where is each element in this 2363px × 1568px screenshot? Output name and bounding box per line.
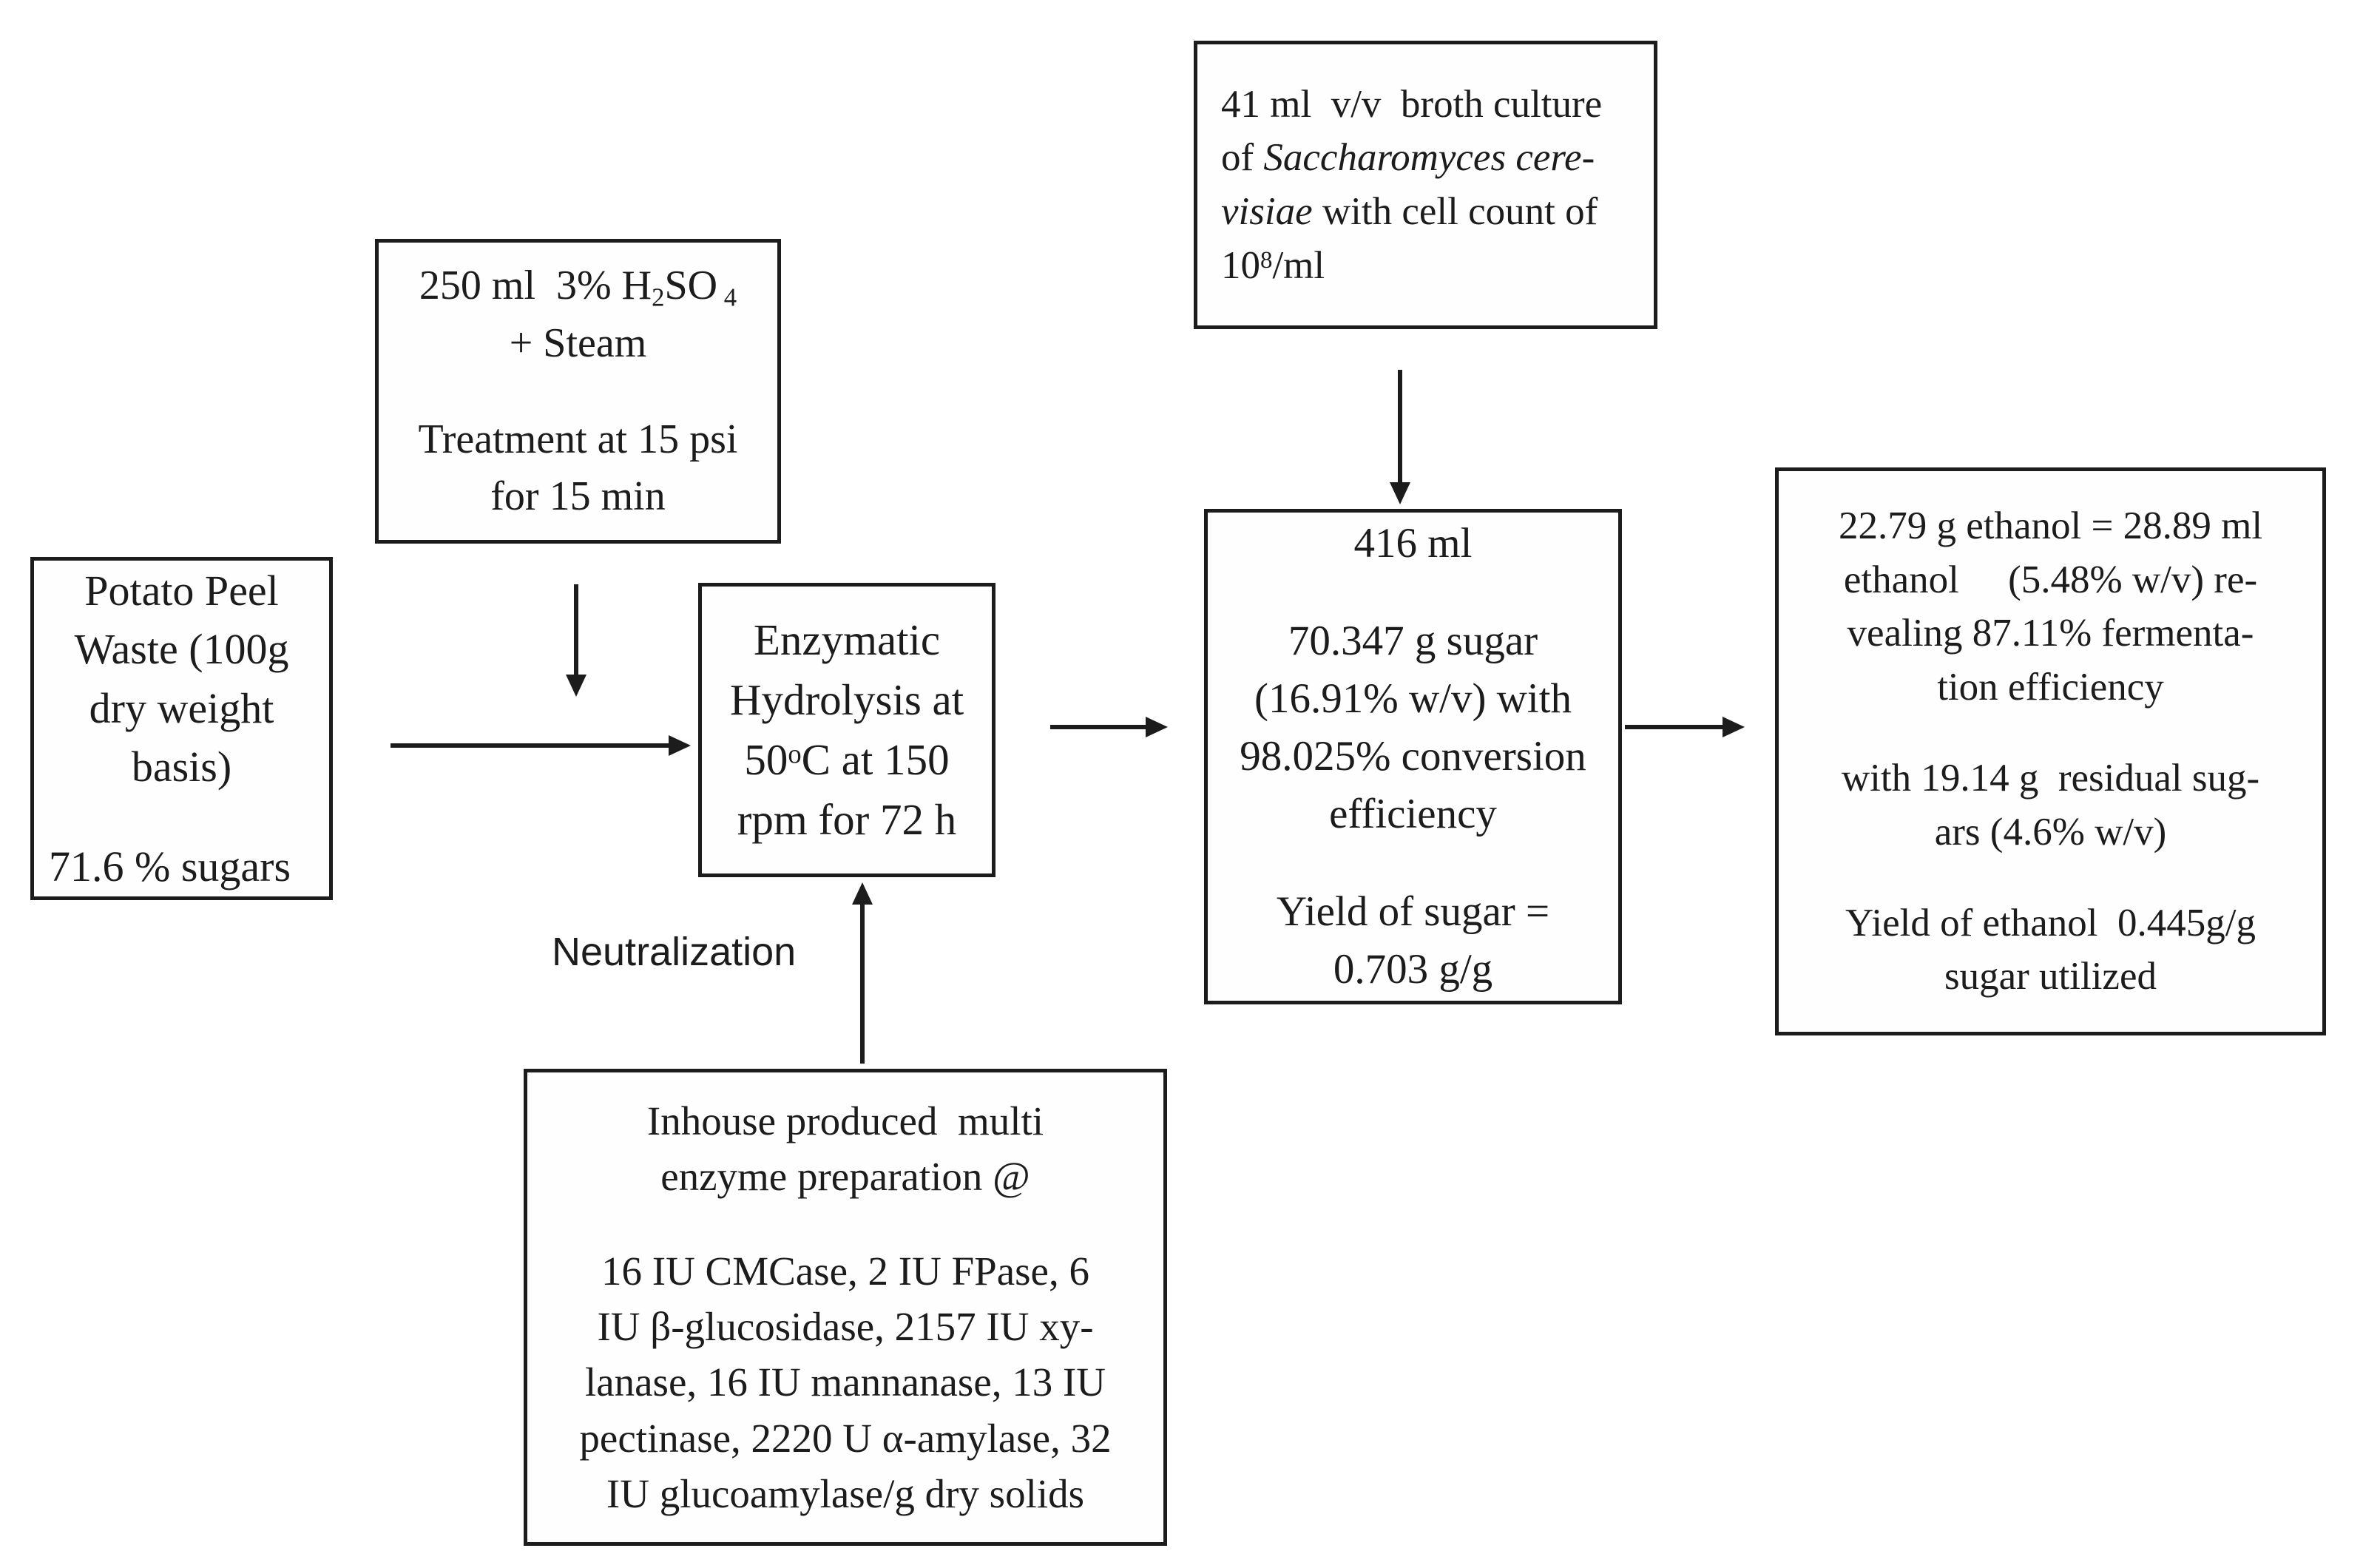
text-block xyxy=(74,561,288,797)
text-line: Treatment at 15 psi xyxy=(418,416,738,463)
text-line: Inhouse produced multi xyxy=(646,1098,1044,1143)
text-line: efficiency xyxy=(1329,791,1497,838)
text-line: IU β-glucosidase, 2157 IU xy- xyxy=(597,1303,1094,1349)
text-block xyxy=(1842,751,2259,859)
arrow-stem xyxy=(1625,725,1723,729)
text-line: 70.347 g sugar xyxy=(1288,617,1538,664)
text-line: 98.025% conversion xyxy=(1240,732,1586,780)
text-block xyxy=(419,411,738,524)
text-line: 416 ml xyxy=(1353,519,1473,567)
text-line: vealing 87.11% fermenta- xyxy=(1847,612,2254,655)
text-line: Waste (100g xyxy=(74,625,289,674)
text-line: tion efficiency xyxy=(1937,666,2164,709)
text-line: 50$^o$C at 150 xyxy=(744,735,950,784)
text-block xyxy=(1221,78,1602,292)
hydrolysate-sugar-box xyxy=(1204,509,1622,1004)
text-line: for 15 min xyxy=(490,473,666,520)
text-block xyxy=(1354,515,1473,572)
text-block xyxy=(49,837,291,896)
text-line: rpm for 72 h xyxy=(737,794,957,844)
text-line: + Steam xyxy=(509,320,647,367)
text-line: 41 ml v/v broth culture xyxy=(1221,82,1603,126)
text-line: 22.79 g ethanol = 28.89 ml xyxy=(1838,504,2263,548)
text-line: Yield of ethanol 0.445g/g xyxy=(1845,901,2256,944)
text-line: Yield of sugar = xyxy=(1276,888,1550,936)
text-line: 250 ml 3% $H_2SO$ $_4$ xyxy=(419,263,737,312)
text-line: pectinase, 2220 U α-amylase, 32 xyxy=(579,1415,1112,1461)
text-line: 16 IU CMCase, 2 IU FPase, 6 xyxy=(601,1248,1089,1294)
text-block xyxy=(730,610,964,849)
text-block xyxy=(1240,612,1586,843)
text-line: enzyme preparation @ xyxy=(660,1154,1030,1200)
text-block xyxy=(1845,896,2256,1004)
text-line: sugar utilized xyxy=(1944,955,2157,998)
yeast-broth-culture-box xyxy=(1194,41,1657,329)
text-block xyxy=(1277,883,1549,998)
text-line: IU glucoamylase/g dry solids xyxy=(606,1470,1085,1516)
text-block xyxy=(1839,499,2262,714)
text-line: basis) xyxy=(131,743,232,791)
arrow-stem xyxy=(1398,370,1402,482)
text-line: Potato Peel xyxy=(84,566,279,615)
text-line: Enzymatic xyxy=(753,615,941,665)
text-line: of Saccharomyces cere- xyxy=(1221,136,1595,180)
text-line: 0.703 g/g xyxy=(1333,946,1493,993)
arrow-stem xyxy=(391,743,669,748)
text-line: $10^8/ml$ xyxy=(1221,243,1325,287)
arrowhead-right-icon xyxy=(1146,717,1168,737)
text-block xyxy=(579,1243,1111,1522)
arrowhead-right-icon xyxy=(669,735,691,756)
text-line: lanase, 16 IU mannanase, 13 IU xyxy=(584,1359,1106,1405)
text-line: dry weight xyxy=(89,683,274,732)
acid-steam-treatment-box xyxy=(375,239,781,544)
enzyme-preparation-box xyxy=(524,1069,1167,1546)
potato-peel-waste-box xyxy=(30,557,333,900)
ethanol-yield-box xyxy=(1775,467,2326,1035)
text-line: with 19.14 g residual sug- xyxy=(1841,757,2260,800)
arrow-stem xyxy=(574,584,578,675)
text-line: ethanol (5.48% w/v) re- xyxy=(1843,558,2258,601)
arrowhead-down-icon xyxy=(1390,482,1410,504)
arrowhead-down-icon xyxy=(566,675,586,697)
text-line: 71.6 % sugars xyxy=(49,842,291,891)
arrow-stem xyxy=(1050,725,1146,729)
text-line: Hydrolysis at xyxy=(729,675,964,725)
text-block xyxy=(419,257,737,372)
text-line: visiae with cell count of xyxy=(1221,190,1598,233)
arrowhead-up-icon xyxy=(852,882,873,905)
enzymatic-hydrolysis-box xyxy=(698,583,995,877)
arrowhead-right-icon xyxy=(1723,717,1745,737)
arrow-stem xyxy=(860,903,865,1064)
neutralization-label: Neutralization xyxy=(552,930,797,974)
text-line: (16.91% w/v) with xyxy=(1254,675,1572,722)
text-block xyxy=(647,1093,1044,1205)
text-line: ars (4.6% w/v) xyxy=(1934,810,2167,854)
